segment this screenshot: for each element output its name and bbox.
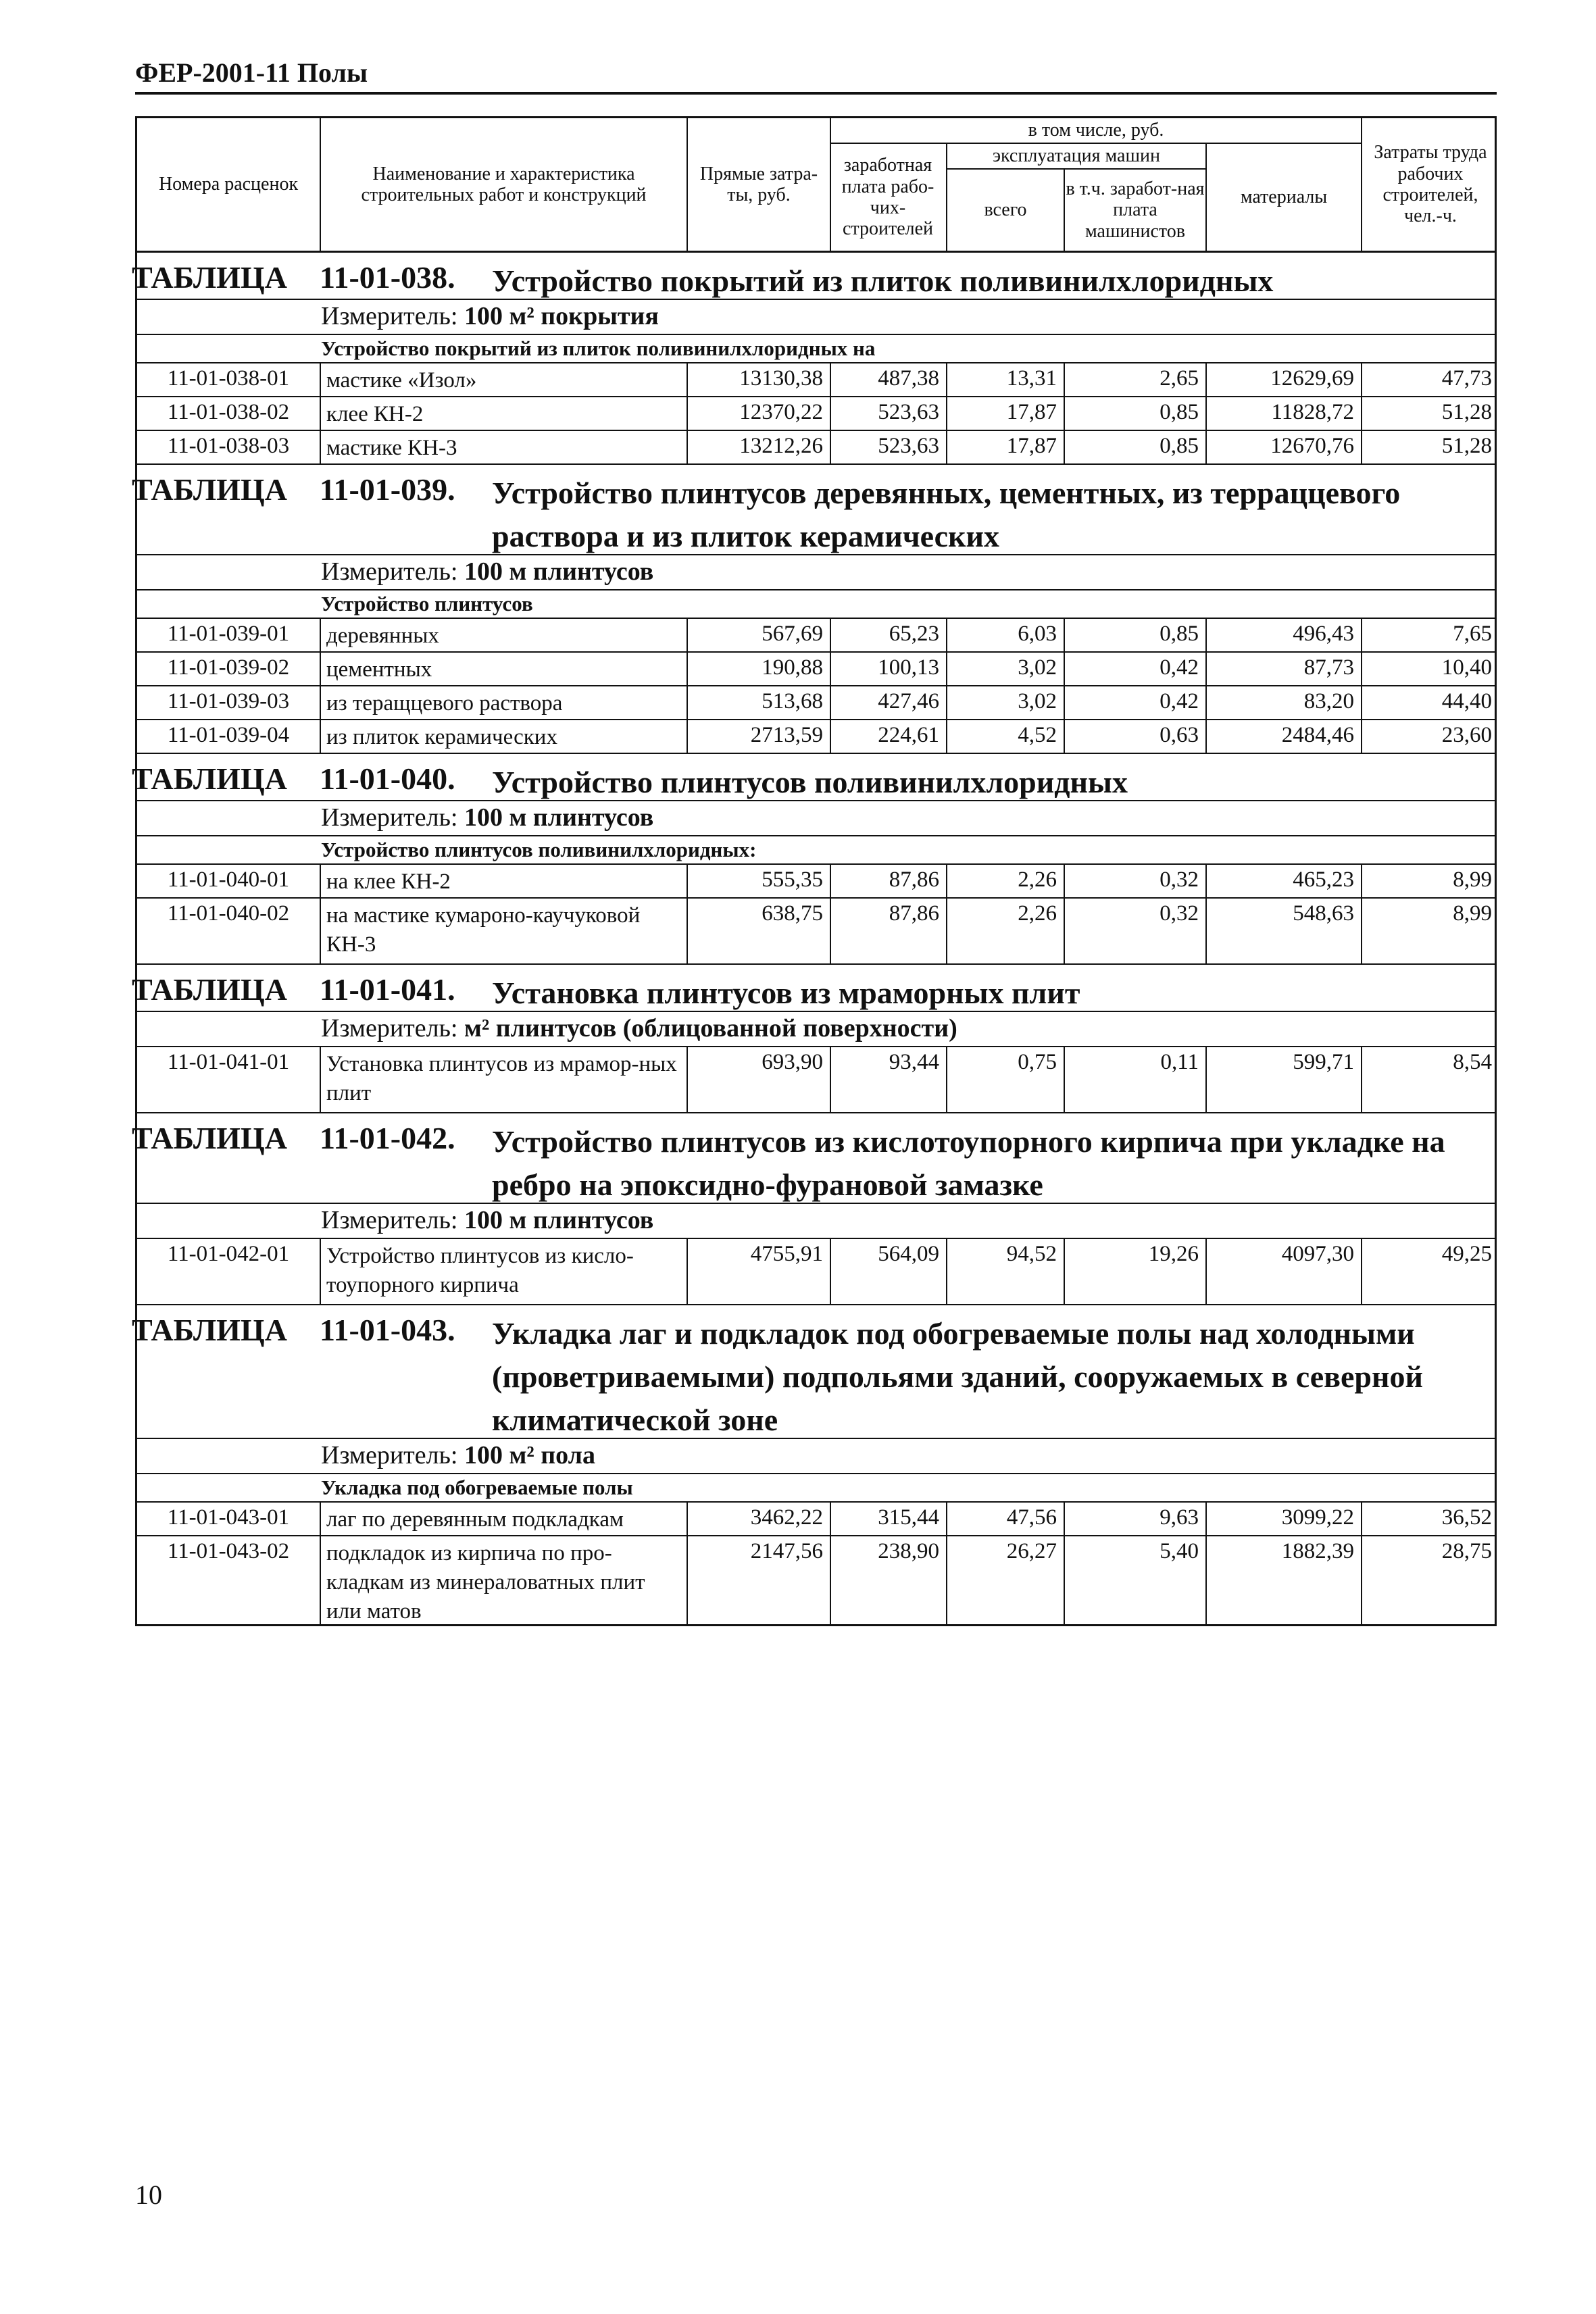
text-cell: Устройство плинтусов [321,592,533,615]
row-labor: 51,28 [1441,400,1492,424]
row-total: 2,26 [1018,901,1057,926]
measurement-unit [137,1012,1495,1047]
table-title: Установка плинтусов из мраморных плит [492,976,1080,1010]
row-name: из плиток керамических [326,725,557,749]
row-materials: 548,63 [1293,901,1354,926]
measurement-unit [137,300,1495,335]
row-direct: 13212,26 [739,434,823,458]
table-title: Устройство плинтусов деревянных, цементных, из терраццевого раствора и из плиток керамических [492,476,1401,553]
table-word: ТАБЛИЦА [132,260,287,295]
row-labor: 49,25 [1441,1242,1492,1266]
row-labor: 47,73 [1441,366,1492,391]
table-title: Устройство плинтусов поливинилхлоридных [492,765,1128,799]
row-direct: 513,68 [762,689,823,713]
row-total: 3,02 [1018,689,1057,713]
row-machine-salary: 2,65 [1159,366,1199,391]
text-cell [321,1013,957,1043]
table-row [137,363,1495,397]
row-direct: 555,35 [762,867,823,892]
row-labor: 10,40 [1441,655,1492,680]
row-total: 0,75 [1018,1050,1057,1074]
text-cell: Измеритель: [321,557,458,586]
row-materials: 12629,69 [1270,366,1354,391]
header-rule [135,92,1497,95]
row-materials: 599,71 [1293,1050,1354,1074]
table-word: ТАБЛИЦА [132,1313,287,1347]
row-machine-salary: 0,85 [1159,400,1199,424]
table-title: Укладка лаг и подкладок под обогреваемые полы над холодными (проветриваемыми) подпольями зданий, сооружаемых в северной климатической зоне [492,1316,1423,1437]
row-code: 11-01-040-01 [167,867,290,892]
table-column-header [137,118,1495,253]
table-row [137,653,1495,686]
row-salary: 100,13 [878,655,939,680]
row-materials: 4097,30 [1281,1242,1354,1266]
table-word: ТАБЛИЦА [132,1121,287,1155]
text-cell: Измеритель: [321,803,458,832]
col-name-header: Наименование и характеристика строительных работ и конструкций [361,163,647,205]
row-name: мастике «Изол» [326,368,477,393]
table-heading [132,1305,1495,1439]
table-row [137,720,1495,754]
row-name: из теращцевого раствора [326,691,563,715]
row-labor: 51,28 [1441,434,1492,458]
row-salary: 427,46 [878,689,939,713]
row-direct: 4755,91 [750,1242,823,1266]
row-materials: 465,23 [1293,867,1354,892]
row-name: мастике КН-3 [326,436,457,460]
text-cell [321,803,653,832]
row-name: лаг по деревянным подкладкам [326,1507,624,1532]
row-total: 26,27 [1006,1539,1057,1563]
row-direct: 2147,56 [750,1539,823,1563]
row-code: 11-01-039-02 [167,655,290,680]
page-number: 10 [135,2180,162,2210]
text-cell [321,1205,653,1235]
row-machine-salary: 0,11 [1160,1050,1199,1074]
subheader [137,335,1495,363]
row-name: на клее КН-2 [326,870,451,894]
table-word: ТАБЛИЦА [132,472,287,507]
text-cell: 100 м² пола [464,1441,595,1469]
table-row [137,1536,1495,1624]
text-cell: 100 м² покрытия [464,302,659,330]
row-labor: 36,52 [1441,1505,1492,1530]
col-machines-header: эксплуатация машин [993,145,1160,167]
table-number: 11-01-042. [320,1121,455,1155]
text-cell: Измеритель: [321,1206,458,1234]
row-labor: 7,65 [1453,622,1492,646]
row-name: цементных [326,657,432,682]
row-machine-salary: 0,42 [1159,655,1199,680]
text-cell: Устройство покрытий из плиток поливинилхлоридных на [321,336,876,360]
row-machine-salary: 5,40 [1159,1539,1199,1563]
row-total: 17,87 [1006,434,1057,458]
text-cell: м² плинтусов (облицованной поверхности) [464,1014,957,1042]
row-labor: 28,75 [1441,1539,1492,1563]
row-code: 11-01-043-02 [167,1539,290,1563]
col-salary-header: заработная плата рабо-чих-строителей [841,155,934,240]
table-row [137,1503,1495,1536]
text-cell [321,1440,595,1470]
table-row [137,899,1495,965]
row-salary: 87,86 [889,867,939,892]
row-materials: 11828,72 [1271,400,1354,424]
row-direct: 638,75 [762,901,823,926]
row-total: 6,03 [1018,622,1057,646]
measurement-unit [137,555,1495,590]
row-salary: 564,09 [878,1242,939,1266]
row-code: 11-01-041-01 [167,1050,290,1074]
table-heading [132,1113,1495,1204]
page-header: ФЕР-2001-11 Полы [135,57,368,88]
row-direct: 567,69 [762,622,823,646]
row-materials: 496,43 [1293,622,1354,646]
text-cell: 100 м плинтусов [464,557,654,586]
text-cell: Устройство плинтусов поливинилхлоридных: [321,838,757,861]
table-row [137,431,1495,465]
row-total: 3,02 [1018,655,1057,680]
row-code: 11-01-038-01 [167,366,290,391]
row-materials: 12670,76 [1270,434,1354,458]
row-machine-salary: 0,32 [1159,901,1199,926]
table-heading [132,754,1495,801]
row-name: на мастике кумароно-каучуковой КН-3 [326,903,641,957]
row-code: 11-01-040-02 [167,901,290,926]
table-number: 11-01-043. [320,1313,455,1347]
row-direct: 190,88 [762,655,823,680]
text-cell: 100 м плинтусов [464,1206,654,1234]
row-salary: 224,61 [878,723,939,747]
row-machine-salary: 0,42 [1159,689,1199,713]
row-code: 11-01-039-01 [167,622,290,646]
row-materials: 1882,39 [1281,1539,1354,1563]
row-total: 2,26 [1018,867,1057,892]
table-number: 11-01-040. [320,761,455,796]
text-cell: Измеритель: [321,302,458,330]
row-machine-salary: 19,26 [1148,1242,1199,1266]
text-cell: 100 м плинтусов [464,803,654,832]
col-direct-header: Прямые затра-ты, руб. [699,163,818,205]
table-row [137,1239,1495,1305]
measurement-unit [137,1439,1495,1474]
row-labor: 44,40 [1441,689,1492,713]
row-code: 11-01-038-02 [167,400,290,424]
table-heading [132,965,1495,1012]
row-direct: 2713,59 [750,723,823,747]
row-salary: 523,63 [878,400,939,424]
measurement-unit [137,801,1495,836]
row-name: деревянных [326,624,439,648]
subheader [137,836,1495,865]
table-number: 11-01-038. [320,260,455,295]
table-number: 11-01-041. [320,972,455,1007]
col-total-header: всего [984,199,1027,221]
table-title: Устройство плинтусов из кислотоупорного кирпича при укладке на ребро на эпоксидно-фурановой замазке [492,1124,1445,1202]
table-row [137,397,1495,431]
row-total: 94,52 [1006,1242,1057,1266]
measurement-unit [137,1204,1495,1239]
row-direct: 3462,22 [750,1505,823,1530]
row-direct: 12370,22 [739,400,823,424]
row-code: 11-01-042-01 [167,1242,290,1266]
row-salary: 523,63 [878,434,939,458]
row-total: 4,52 [1018,723,1057,747]
text-cell [321,301,659,331]
price-table [132,116,1497,1626]
text-cell: Измеритель: [321,1441,458,1469]
table-title: Устройство покрытий из плиток поливинилхлоридных [492,263,1274,298]
table-row [137,1047,1495,1113]
table-heading [132,465,1495,555]
table-number: 11-01-039. [320,472,455,507]
row-labor: 8,99 [1453,901,1492,926]
row-salary: 487,38 [878,366,939,391]
text-cell [321,557,653,586]
row-direct: 693,90 [762,1050,823,1074]
row-machine-salary: 0,85 [1159,622,1199,646]
row-code: 11-01-039-03 [167,689,290,713]
row-materials: 83,20 [1303,689,1354,713]
row-code: 11-01-039-04 [167,723,290,747]
table-row [137,619,1495,653]
row-materials: 87,73 [1303,655,1354,680]
row-name: Установка плинтусов из мрамор-ных плит [326,1052,677,1105]
table-heading [132,253,1495,300]
text-cell: Измеритель: [321,1014,458,1042]
col-incl-header: в том числе, руб. [1028,120,1164,141]
row-machine-salary: 9,63 [1159,1505,1199,1530]
table-row [137,865,1495,899]
row-materials: 3099,22 [1281,1505,1354,1530]
row-labor: 8,54 [1453,1050,1492,1074]
row-labor: 8,99 [1453,867,1492,892]
row-name: Устройство плинтусов из кисло-тоупорного кирпича [326,1244,634,1297]
row-name: подкладок из кирпича по про-кладкам из минераловатных плит или матов [326,1541,645,1624]
row-materials: 2484,46 [1281,723,1354,747]
row-machine-salary: 0,85 [1159,434,1199,458]
subheader [137,1474,1495,1503]
row-salary: 238,90 [878,1539,939,1563]
col-labor-header: Затраты труда рабочих строителей, чел.-ч. [1374,142,1487,227]
row-total: 13,31 [1006,366,1057,391]
table-word: ТАБЛИЦА [132,761,287,796]
row-labor: 23,60 [1441,723,1492,747]
row-name: клее КН-2 [326,402,424,426]
row-machine-salary: 0,32 [1159,867,1199,892]
text-cell: Укладка под обогреваемые полы [321,1476,633,1499]
row-total: 17,87 [1006,400,1057,424]
row-code: 11-01-038-03 [167,434,290,458]
row-salary: 65,23 [889,622,939,646]
row-code: 11-01-043-01 [167,1505,290,1530]
col-materials-header: материалы [1240,186,1328,208]
subheader [137,590,1495,619]
row-salary: 93,44 [889,1050,939,1074]
row-direct: 13130,38 [739,366,823,391]
col-code-header: Номера расценок [158,174,299,195]
row-machine-salary: 0,63 [1159,723,1199,747]
row-salary: 87,86 [889,901,939,926]
row-total: 47,56 [1006,1505,1057,1530]
col-machine-salary-header: в т.ч. заработ-ная плата машинистов [1066,178,1205,242]
table-word: ТАБЛИЦА [132,972,287,1007]
table-row [137,686,1495,720]
row-salary: 315,44 [878,1505,939,1530]
